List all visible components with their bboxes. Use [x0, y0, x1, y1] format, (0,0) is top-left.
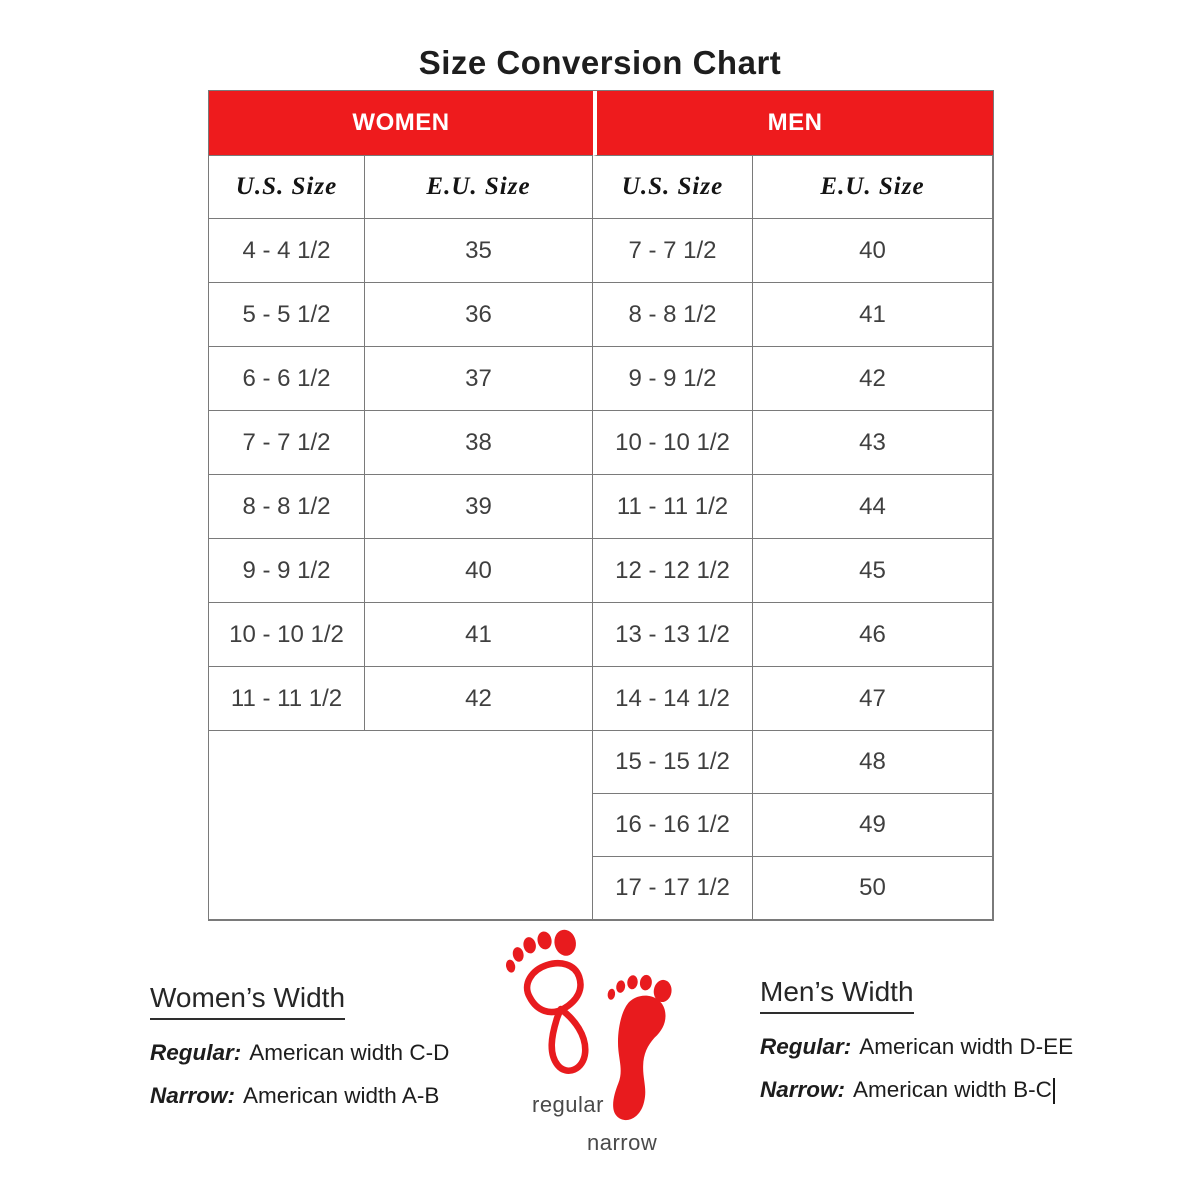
table-cell: 43: [753, 411, 993, 475]
table-cell: 48: [753, 731, 993, 794]
table-cell: 7 - 7 1/2: [209, 411, 365, 475]
mens-narrow-value: American width B-C: [853, 1077, 1052, 1102]
mens-regular-line: [760, 1034, 1073, 1060]
table-cell: 5 - 5 1/2: [209, 283, 365, 347]
table-cell: 35: [365, 219, 593, 283]
size-conversion-table: [208, 90, 994, 921]
mens-narrow-line: [760, 1077, 1073, 1104]
column-header-men-us: U.S. Size: [593, 156, 753, 219]
regular-footprint-label: regular: [532, 1092, 604, 1117]
table-cell: 49: [753, 794, 993, 857]
column-header-men-eu: E.U. Size: [753, 156, 993, 219]
table-cell: 47: [753, 667, 993, 731]
mens-width-section: [760, 976, 1073, 1121]
mens-width-heading: Men’s Width: [760, 976, 914, 1014]
table-cell: 42: [753, 347, 993, 411]
mens-narrow-label: Narrow:: [760, 1077, 846, 1102]
narrow-footprint-label: narrow: [587, 1130, 658, 1155]
table-cell: 42: [365, 667, 593, 731]
footprint-icons: [495, 925, 695, 1165]
table-cell: 45: [753, 539, 993, 603]
table-cell: 4 - 4 1/2: [209, 219, 365, 283]
group-header-men: MEN: [593, 91, 993, 156]
table-cell: 17 - 17 1/2: [593, 857, 753, 920]
table-cell: 9 - 9 1/2: [593, 347, 753, 411]
mens-regular-value: American width D-EE: [859, 1034, 1074, 1059]
regular-width-footprint-icon: [501, 925, 602, 1079]
table-cell: 9 - 9 1/2: [209, 539, 365, 603]
women-empty-cell: [209, 731, 593, 920]
table-cell: 38: [365, 411, 593, 475]
table-cell: 50: [753, 857, 993, 920]
table-cell: 8 - 8 1/2: [209, 475, 365, 539]
table-cell: 37: [365, 347, 593, 411]
table-cell: 13 - 13 1/2: [593, 603, 753, 667]
womens-width-section: [150, 982, 449, 1126]
table-cell: 12 - 12 1/2: [593, 539, 753, 603]
table-cell: 46: [753, 603, 993, 667]
table-cell: 15 - 15 1/2: [593, 731, 753, 794]
table-cell: 36: [365, 283, 593, 347]
table-cell: 14 - 14 1/2: [593, 667, 753, 731]
mens-regular-label: Regular:: [760, 1034, 852, 1059]
table-cell: 8 - 8 1/2: [593, 283, 753, 347]
table-cell: 11 - 11 1/2: [593, 475, 753, 539]
table-cell: 7 - 7 1/2: [593, 219, 753, 283]
page-title: Size Conversion Chart: [418, 44, 782, 81]
table-cell: 10 - 10 1/2: [209, 603, 365, 667]
group-header-women: WOMEN: [209, 91, 593, 156]
table-cell: 40: [753, 219, 993, 283]
column-header-women-us: U.S. Size: [209, 156, 365, 219]
womens-regular-label: Regular:: [150, 1040, 242, 1065]
womens-narrow-value: American width A-B: [243, 1083, 440, 1108]
womens-narrow-line: [150, 1083, 449, 1109]
table-cell: 6 - 6 1/2: [209, 347, 365, 411]
womens-width-heading: Women’s Width: [150, 982, 345, 1020]
footprints: [495, 925, 695, 1165]
table-cell: 40: [365, 539, 593, 603]
table-cell: 16 - 16 1/2: [593, 794, 753, 857]
table-cell: 44: [753, 475, 993, 539]
text-cursor: [1053, 1078, 1055, 1104]
womens-regular-value: American width C-D: [249, 1040, 450, 1065]
table-cell: 39: [365, 475, 593, 539]
table-cell: 10 - 10 1/2: [593, 411, 753, 475]
table-cell: 41: [365, 603, 593, 667]
womens-regular-line: [150, 1040, 449, 1066]
womens-narrow-label: Narrow:: [150, 1083, 236, 1108]
table-cell: 11 - 11 1/2: [209, 667, 365, 731]
column-header-women-eu: E.U. Size: [365, 156, 593, 219]
table-cell: 41: [753, 283, 993, 347]
